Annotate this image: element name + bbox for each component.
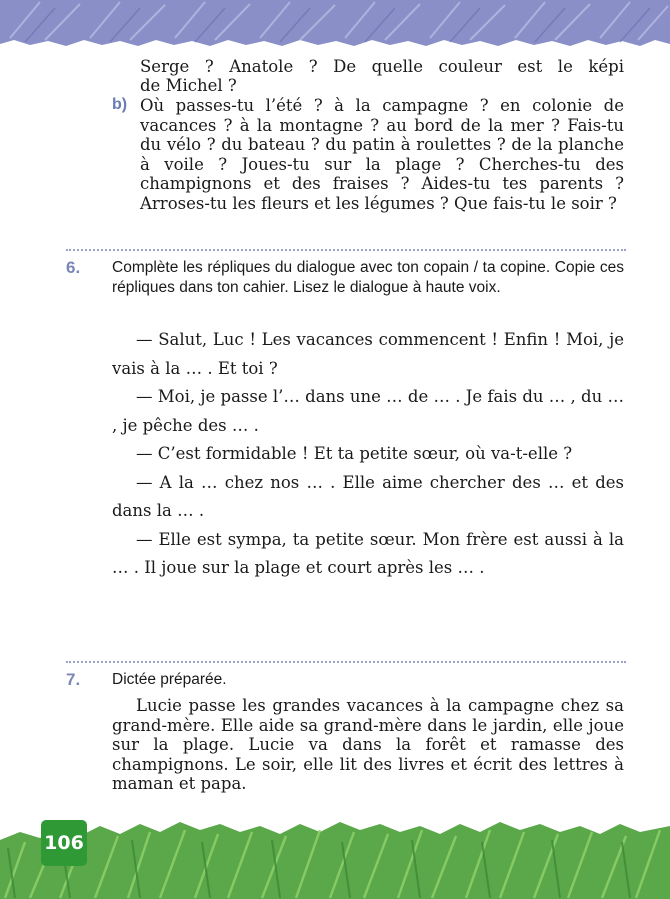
dialogue-line: — Elle est sympa, ta petite sœur. Mon frère est aussi à la … . Il joue sur la plage et court après les … . — [112, 529, 624, 577]
section-separator — [66, 249, 626, 251]
dialogue-line: — Moi, je passe l’… dans une … de … . Je fais du … , du … , je pêche des … . — [112, 387, 624, 435]
continued-line-2: de Michel ? — [140, 76, 237, 95]
exercise-6-dialogue — [112, 326, 624, 583]
exercise-6-instruction: Complète les répliques du dialogue avec ton copain / ta copine. Copie ces répliques dans ton cahier. Lisez le dialogue à haute voix. — [112, 259, 624, 296]
exercise-7-title: Dictée préparée. — [112, 671, 227, 688]
dialogue-line: — C’est formidable ! Et ta petite sœur, où va-t-elle ? — [136, 444, 573, 463]
part-b-text: Où passes-tu l’été ? à la campagne ? en colonie de vacances ? à la montagne ? au bord de la mer ? Fais-tu du vélo ? du bateau ? du patin à roulettes ? de la planche à voile ? Joues-tu sur la plage ? Cherches-tu des champignons et des fraises ? Aides-tu tes parents ? Arroses-tu les fleurs et les légumes ? Que fais-tu le soir ? — [140, 96, 624, 213]
exercise-6-number: 6. — [66, 258, 81, 277]
section-separator — [66, 661, 626, 663]
dialogue-line: — Salut, Luc ! Les vacances commencent ! Enfin ! Moi, je vais à la … . Et toi ? — [112, 330, 624, 378]
page-number-text: 106 — [44, 832, 84, 854]
page-number — [41, 820, 87, 866]
exercise-7-number: 7. — [66, 670, 81, 689]
top-decorative-band — [0, 0, 670, 60]
dialogue-line: — A la … chez nos … . Elle aime chercher des … et des dans la … . — [112, 472, 624, 520]
part-b-marker: b) — [112, 96, 128, 113]
exercise-7-text: Lucie passe les grandes vacances à la campagne chez sa grand-mère. Elle aide sa grand-mère dans le jardin, elle joue sur la plage. Lucie va dans la forêt et ramasse des champignons. Le soir, elle lit des livres et écrit des lettres à maman et papa. — [112, 696, 624, 793]
bottom-grass-band — [0, 818, 670, 899]
continued-line-1: Serge ? Anatole ? De quelle couleur est le képi — [140, 57, 624, 76]
